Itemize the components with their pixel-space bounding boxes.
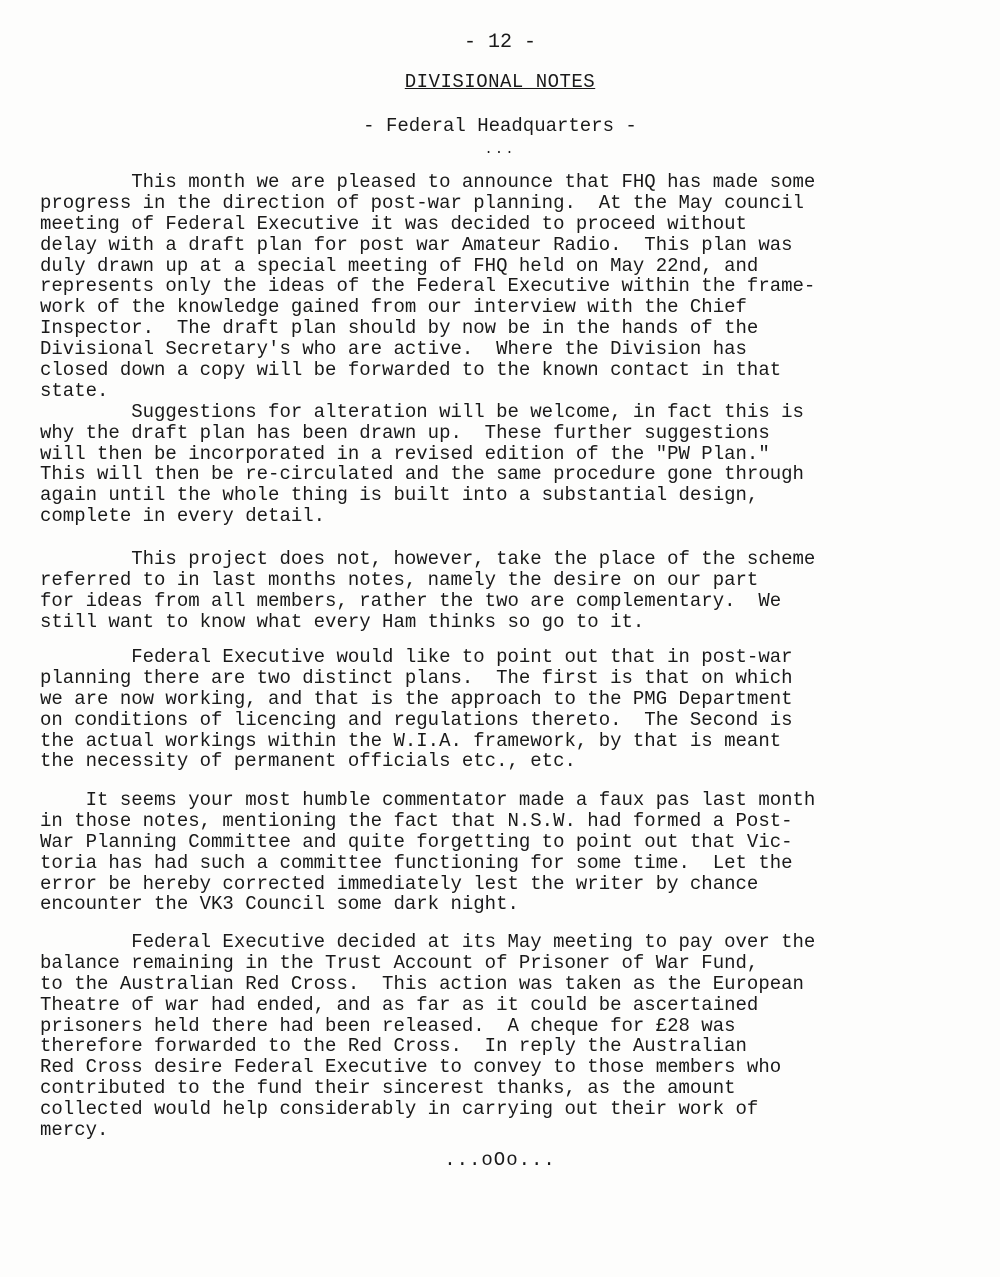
text-line: the actual workings within the W.I.A. framework, by that is meant bbox=[40, 729, 782, 752]
text-line: Red Cross desire Federal Executive to convey to those members who bbox=[40, 1056, 782, 1079]
text-line: This project does not, however, take the place of the scheme bbox=[40, 548, 816, 570]
text-line: balance remaining in the Trust Account of Prisoner of War Fund, bbox=[40, 951, 759, 974]
text-line: planning there are two distinct plans. The first is that on which bbox=[40, 666, 793, 689]
page-number: - 12 - bbox=[463, 31, 536, 54]
text-line: meeting of Federal Executive it was decided to proceed without bbox=[40, 212, 747, 235]
text-line: referred to in last months notes, namely the desire on our part bbox=[40, 568, 759, 591]
text-line: toria has had such a committee functioning for some time. Let the bbox=[40, 851, 793, 874]
text-line: the necessity of permanent officials etc., etc. bbox=[40, 750, 576, 773]
text-line: on conditions of licencing and regulations thereto. The Second is bbox=[40, 708, 793, 731]
text-line: delay with a draft plan for post war Amateur Radio. This plan was bbox=[40, 233, 793, 256]
text-line: state. bbox=[40, 379, 109, 402]
paragraph-post-war-planning bbox=[40, 172, 990, 527]
closing-ornament: ...oOo... bbox=[444, 1149, 556, 1171]
paragraph-project-scheme bbox=[40, 549, 990, 633]
text-line: War Planning Committee and quite forgetting to point out that Vic- bbox=[40, 830, 793, 853]
text-line: to the Australian Red Cross. This action was taken as the European bbox=[40, 972, 804, 995]
section-subtitle: - Federal Headquarters - bbox=[363, 115, 637, 137]
text-line: therefore forwarded to the Red Cross. In reply the Australian bbox=[40, 1035, 747, 1058]
text-line: for ideas from all members, rather the two are complementary. We bbox=[40, 589, 782, 612]
text-line: Inspector. The draft plan should by now be in the hands of the bbox=[40, 317, 759, 340]
text-line: in those notes, mentioning the fact that N.S.W. had formed a Post- bbox=[40, 809, 793, 832]
text-line: again until the whole thing is built into a substantial design, bbox=[40, 484, 759, 507]
text-line: error be hereby corrected immediately lest the writer by chance bbox=[40, 872, 759, 895]
text-line: work of the knowledge gained from our interview with the Chief bbox=[40, 296, 747, 319]
text-line: we are now working, and that is the approach to the PMG Department bbox=[40, 687, 793, 710]
text-line: duly drawn up at a special meeting of FHQ held on May 22nd, and bbox=[40, 254, 759, 277]
text-line: This month we are pleased to announce that FHQ has made some bbox=[40, 171, 816, 193]
text-line: It seems your most humble commentator made a faux pas last month bbox=[40, 789, 816, 811]
subtitle-ornament: ... bbox=[484, 142, 516, 158]
text-line: Suggestions for alteration will be welcome, in fact this is bbox=[40, 400, 804, 423]
text-line: Federal Executive decided at its May meeting to pay over the bbox=[40, 931, 816, 953]
text-line: complete in every detail. bbox=[40, 505, 326, 528]
text-line: Divisional Secretary's who are active. Where the Division has bbox=[40, 338, 747, 361]
text-line: collected would help considerably in carrying out their work of bbox=[40, 1098, 759, 1121]
paragraph-two-plans bbox=[40, 647, 990, 772]
text-line: Federal Executive would like to point out that in post-war bbox=[40, 646, 793, 668]
text-line: progress in the direction of post-war planning. At the May council bbox=[40, 191, 804, 214]
text-line: why the draft plan has been drawn up. These further suggestions bbox=[40, 421, 770, 444]
text-line: This will then be re-circulated and the same procedure gone through bbox=[40, 463, 804, 486]
paragraph-correction bbox=[40, 790, 990, 915]
text-line: will then be incorporated in a revised edition of the "PW Plan." bbox=[40, 442, 770, 465]
text-line: encounter the VK3 Council some dark night. bbox=[40, 893, 519, 916]
text-line: represents only the ideas of the Federal Executive within the frame- bbox=[40, 275, 816, 298]
section-title: DIVISIONAL NOTES bbox=[404, 71, 596, 93]
text-line: mercy. bbox=[40, 1119, 109, 1142]
text-line: closed down a copy will be forwarded to the known contact in that bbox=[40, 359, 782, 382]
paragraph-red-cross bbox=[40, 932, 990, 1141]
text-line: still want to know what every Ham thinks so go to it. bbox=[40, 610, 645, 633]
text-line: contributed to the fund their sincerest thanks, as the amount bbox=[40, 1077, 736, 1100]
text-line: prisoners held there had been released. A cheque for £28 was bbox=[40, 1014, 736, 1037]
text-line: Theatre of war had ended, and as far as it could be ascertained bbox=[40, 993, 759, 1016]
